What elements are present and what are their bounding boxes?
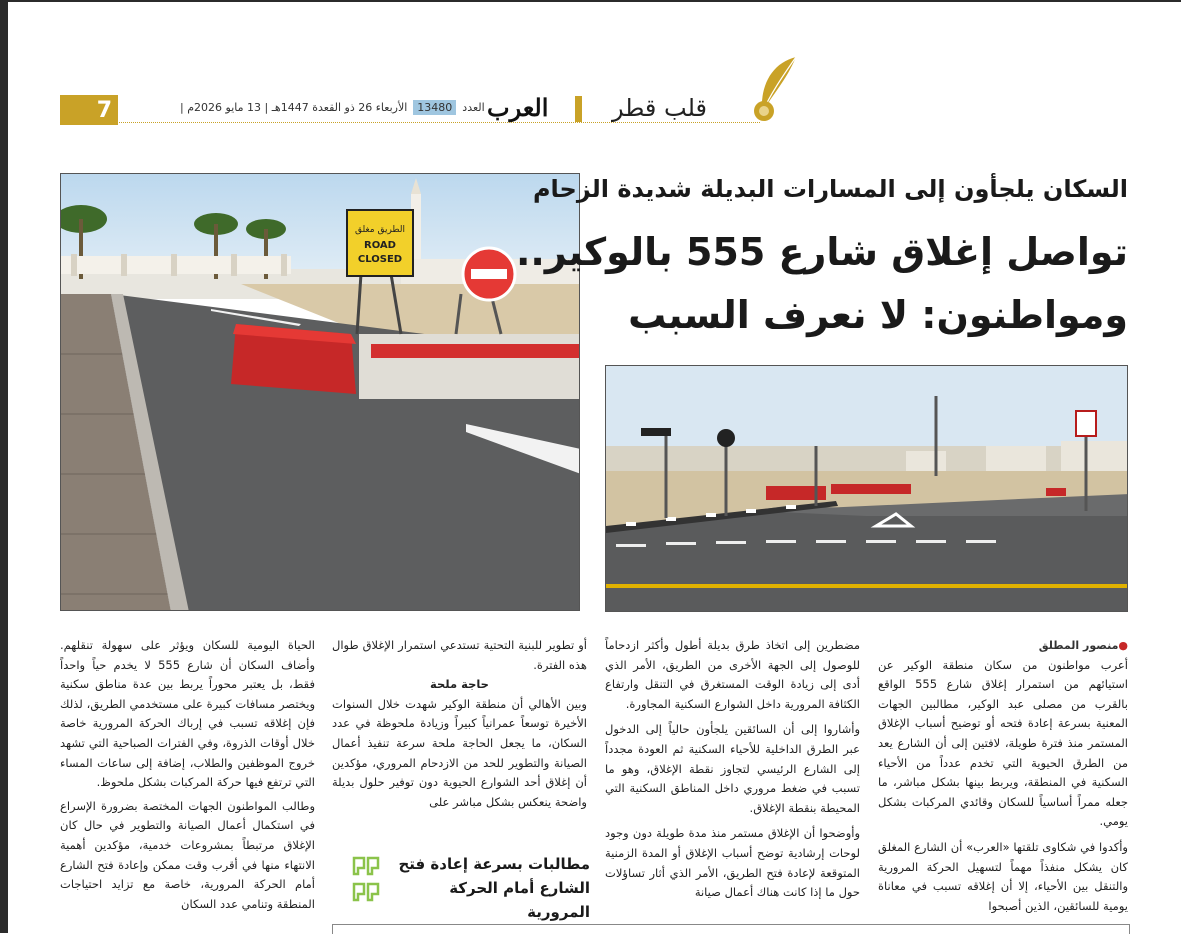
author-name: منصور المطلق xyxy=(1038,639,1119,652)
issue-number: 13480 xyxy=(413,100,456,115)
header-rule xyxy=(60,122,760,123)
article-column-3 xyxy=(332,636,587,846)
article-kicker: السكان يلجأون إلى المسارات البديلة شديدة الزحام xyxy=(532,175,1128,203)
column-4-paragraph-2: وطالب المواطنون الجهات المختصة بضرورة الإسراع في استكمال أعمال الصيانة والتطوير في حال كان الإغلاق مرتبطاً بمشروعات خدمية، مؤكدين أهمية الانتهاء منها في أقرب وقت ممكن وإعادة فتح الشارع أمام الحركة المرورية، خاصة مع تزايد احتياجات المنطقة وتنامي عدد السكان xyxy=(60,798,315,911)
author-byline: ●منصور المطلق xyxy=(1038,639,1128,652)
sign-closed-text: CLOSED xyxy=(357,254,403,265)
road-junction-photo xyxy=(605,365,1128,612)
column-3-paragraph-1: أو تطوير للبنية التحتية تستدعي استمرار الإغلاق طوال هذه الفترة. xyxy=(332,638,587,672)
article-headline-line2: ومواطنون: لا نعرف السبب xyxy=(628,293,1128,337)
newspaper-logo: العرب xyxy=(487,93,549,122)
section-title: قلب قطر xyxy=(612,94,708,122)
logo-divider xyxy=(575,96,582,122)
article-column-2 xyxy=(605,636,860,926)
pull-quote xyxy=(350,852,590,921)
page-left-border xyxy=(0,0,8,933)
quill-icon xyxy=(742,55,802,127)
road-closed-photo xyxy=(60,173,580,611)
article-column-1 xyxy=(878,636,1128,926)
column-1-paragraph-2: وأكدوا في شكاوى تلقتها «العرب» أن الشارع المغلق كان يشكل منفذاً مهماً لتسهيل الحركة المرورية والتنقل بين الأحياء، إلا أن إغلاقه تسبب في معاناة يومية للسائقين، الذين أصبحوا xyxy=(878,839,1128,913)
issue-meta xyxy=(180,100,485,115)
issue-date: الأربعاء 26 ذو القعدة 1447هـ | 13 مايو 2026م | xyxy=(180,101,408,114)
page-top-border xyxy=(0,0,1181,2)
article-column-4 xyxy=(60,636,315,933)
pull-quote-line1: مطالبات بسرعة إعادة فتح xyxy=(398,855,590,873)
column-2-paragraph-1: مضطرين إلى اتخاذ طرق بديلة أطول وأكثر ازدحاماً للوصول إلى الجهة الأخرى من الطريق، الأمر الذي أدى إلى زيادة الوقت المستغرق في التنقل وارتفاع الكثافة المرورية داخل الشوارع السكنية المجاورة. xyxy=(605,638,860,711)
column-1-paragraph-1: أعرب مواطنون من سكان منطقة الوكير عن استيائهم من استمرار إغلاق شارع 555 الواقع بالقرب من مصلى عبد الوكير، مطالبين الجهات المعنية بسرعة إعادة فتحه أو توضيح أسباب الإغلاق المستمر منذ فترة طويلة، لافتين إلى أن الشارع يعد من الطرق الحيوية التي تخدم عدداً من الأحياء السكنية في المنطقة، ويربط بينها بشكل مباشر، ما جعله ممراً أساسياً للسكان وقائدي المركبات بشكل يومي. xyxy=(878,657,1128,829)
page-number: 7 xyxy=(60,95,118,125)
column-4-paragraph-1: الحياة اليومية للسكان ويؤثر على سهولة تنقلهم. وأضاف السكان أن شارع 555 لا يخدم حياً واحداً فقط، بل يعتبر محوراً يربط بين عدة مناطق سكنية ويختصر مسافات كبيرة على مستخدمي الطريق، لذلك فإن إغلاقه تسبب في إرباك الحركة المرورية خاصة خلال أوقات الذروة، وفي الفترات الصباحية التي تشهد خروج الموظفين والطلاب، إضافة إلى ساعات المساء التي ترتفع فيها حركة المركبات بشكل ملحوظ. xyxy=(60,638,315,790)
quote-mark-icon xyxy=(350,854,382,910)
column-3-paragraph-2: وبين الأهالي أن منطقة الوكير شهدت خلال السنوات الأخيرة توسعاً عمرانياً كبيراً وزيادة ملحوظة في عدد السكان، ما يجعل الحاجة ملحة سرعة تنفيذ أعمال الصيانة والتطوير للحد من الازدحام المروري، مؤكدين أن إغلاق أحد الشوارع الحيوية دون توفير حلول بديلة واضحة ينعكس بشكل مباشر على xyxy=(332,696,587,809)
issue-label: العدد xyxy=(462,101,485,114)
column-2-paragraph-2: وأشاروا إلى أن السائقين يلجأون حالياً إلى الدخول عبر الطرق الداخلية للأحياء السكنية ثم العودة مجدداً إلى الشارع الرئيسي لتجاوز نقطة الإغلاق، وهو ما تسبب في ضغط مروري داخل المناطق السكنية التي المحيطة بنقطة الإغلاق. xyxy=(605,722,860,815)
sign-road-text: ROAD xyxy=(364,240,396,251)
pull-quote-line2: الشارع أمام الحركة المرورية xyxy=(449,879,590,921)
article-headline-line1: تواصل إغلاق شارع 555 بالوكير.. xyxy=(515,230,1128,274)
column-3-subhead: حاجة ملحة xyxy=(430,677,489,692)
sign-arabic-text: الطريق مغلق xyxy=(354,225,406,235)
column-2-paragraph-3: وأوضحوا أن الإغلاق مستمر منذ مدة طويلة دون وجود لوحات إرشادية توضح أسباب الإغلاق أو المدة الزمنية المتوقعة لإعادة فتح الطريق، الأمر الذي أثار تساؤلات حول ما إذا كانت هناك أعمال صيانة xyxy=(605,826,860,900)
